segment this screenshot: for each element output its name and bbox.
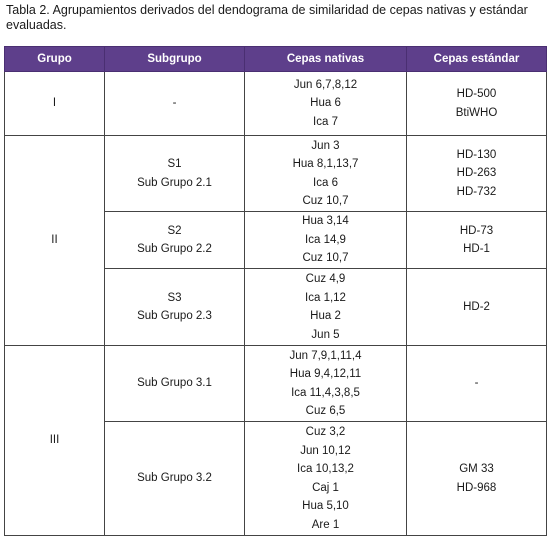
subgrupo-cell: - — [105, 72, 245, 136]
header-cepas-estandar: Cepas estándar — [407, 47, 547, 72]
subgrupo-cell: S1 Sub Grupo 2.1 — [105, 136, 245, 212]
subgrupo-cell: Sub Grupo 3.2 — [105, 422, 245, 536]
subgrupo-cell: Sub Grupo 3.1 — [105, 346, 245, 422]
header-subgrupo: Subgrupo — [105, 47, 245, 72]
strain-groups-table — [4, 46, 547, 536]
estandar-cell: GM 33 HD-968 — [407, 422, 547, 536]
estandar-cell: HD-130 HD-263 HD-732 — [407, 136, 547, 212]
table-row — [5, 346, 547, 422]
table-row — [5, 72, 547, 136]
estandar-cell: - — [407, 346, 547, 422]
table-caption: Tabla 2. Agrupamientos derivados del dendograma de similaridad de cepas nativas y estándar evaluadas. — [6, 3, 528, 32]
header-cepas-nativas: Cepas nativas — [245, 47, 407, 72]
subgrupo-cell: S2 Sub Grupo 2.2 — [105, 212, 245, 269]
nativas-cell: Jun 3 Hua 8,1,13,7 Ica 6 Cuz 10,7 — [245, 136, 407, 212]
nativas-cell: Hua 3,14 Ica 14,9 Cuz 10,7 — [245, 212, 407, 269]
grupo-cell: II — [5, 136, 105, 346]
nativas-cell: Jun 6,7,8,12 Hua 6 Ica 7 — [245, 72, 407, 136]
nativas-cell: Cuz 4,9 Ica 1,12 Hua 2 Jun 5 — [245, 269, 407, 346]
header-row — [5, 47, 547, 72]
nativas-cell: Cuz 3,2 Jun 10,12 Ica 10,13,2 Caj 1 Hua 5,10 Are 1 — [245, 422, 407, 536]
grupo-cell: III — [5, 346, 105, 536]
nativas-cell: Jun 7,9,1,11,4 Hua 9,4,12,11 Ica 11,4,3,8,5 Cuz 6,5 — [245, 346, 407, 422]
estandar-cell: HD-73 HD-1 — [407, 212, 547, 269]
subgrupo-cell: S3 Sub Grupo 2.3 — [105, 269, 245, 346]
estandar-cell: HD-500 BtiWHO — [407, 72, 547, 136]
grupo-cell: I — [5, 72, 105, 136]
table-row — [5, 136, 547, 212]
estandar-cell: HD-2 — [407, 269, 547, 346]
header-grupo: Grupo — [5, 47, 105, 72]
